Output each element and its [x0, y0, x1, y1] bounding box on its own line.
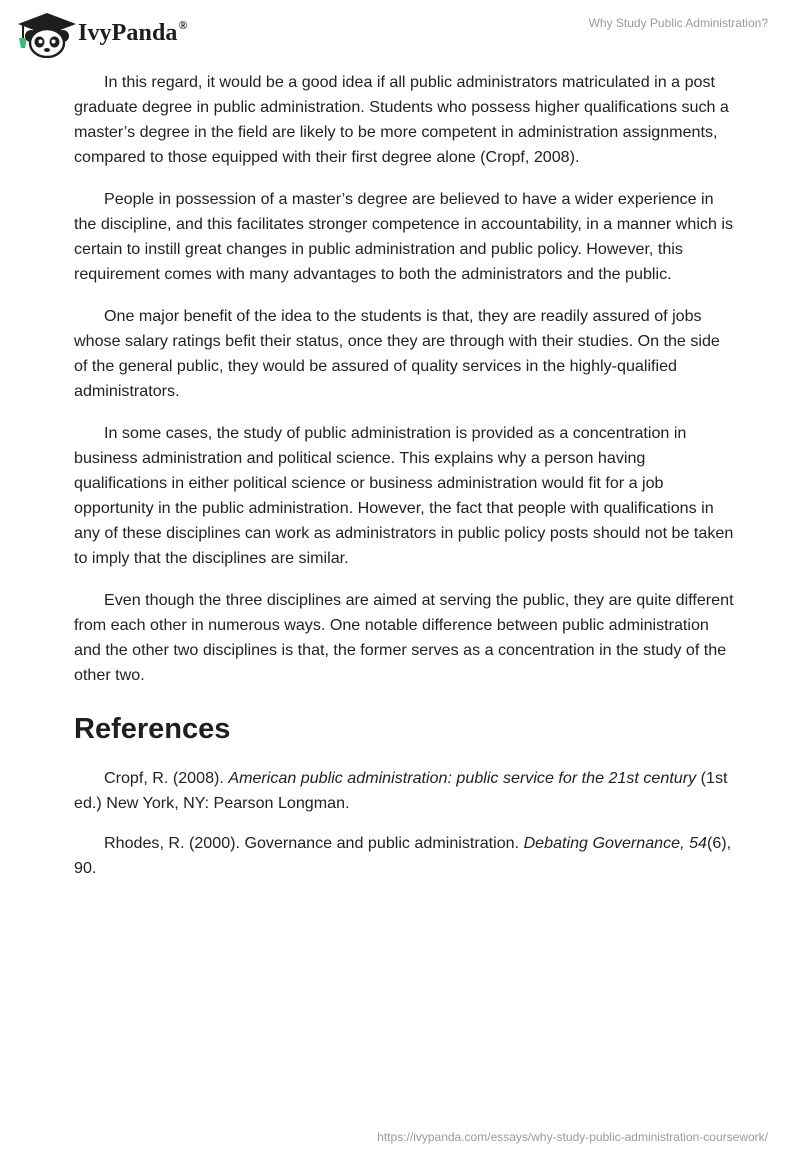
- references-heading: References: [74, 713, 231, 745]
- reference-issue-pages: (6), 90.: [74, 834, 732, 877]
- body-paragraph: People in possession of a master’s degree are believed to have a wider experience in the discipline, and this facilitates stronger competence in accountability, in a manner which is certain to instill great changes in public administration and public policy. However, this requirement comes with many advantages to both the administrators and the public.: [74, 190, 733, 283]
- panda-graduate-logo-icon: [14, 8, 76, 58]
- brand-logo[interactable]: [14, 8, 188, 58]
- brand-name: IvyPanda®: [78, 17, 188, 46]
- body-paragraph: Even though the three disciplines are aimed at serving the public, they are quite different from each other in numerous ways. One notable difference between public administration and the other two disciplines is that, the former serves as a concentration in the study of the other two.: [74, 591, 734, 684]
- reference-journal: Debating Governance, 54: [523, 834, 707, 852]
- reference-author-year: Rhodes, R. (2000). Governance and public administration.: [104, 834, 524, 852]
- reference-item: [74, 831, 734, 881]
- reference-author-year: Cropf, R. (2008).: [104, 769, 229, 787]
- registered-mark: ®: [178, 17, 188, 32]
- reference-item: [74, 766, 734, 816]
- page-header: [0, 0, 800, 64]
- body-paragraph: One major benefit of the idea to the students is that, they are readily assured of jobs whose salary ratings befit their status, once they are through with their studies. On the side of the general public, they would be assured of quality services in the highly-qualified administrators.: [74, 307, 720, 400]
- document-title: Why Study Public Administration?: [588, 16, 768, 30]
- body-paragraph: In some cases, the study of public administration is provided as a concentration in business administration and political science. This explains why a person having qualifications in either political science or business administration would fit for a job opportunity in the public administration. However, the fact that people with qualifications in any of these disciplines can work as administrators in public policy posts should not be taken to imply that the disciplines are similar.: [74, 424, 734, 567]
- source-url[interactable]: https://ivypanda.com/essays/why-study-public-administration-coursework/: [377, 1130, 768, 1144]
- essay-content: [74, 70, 734, 896]
- reference-publisher: (1st ed.) New York, NY: Pearson Longman.: [74, 769, 728, 812]
- body-paragraph: In this regard, it would be a good idea if all public administrators matriculated in a post graduate degree in public administration. Students who possess higher qualifications such a master’s degree in the field are likely to be more competent in administration assignments, compared to those equipped with their first degree alone (Cropf, 2008).: [74, 73, 729, 166]
- reference-title: American public administration: public service for the 21st century: [228, 769, 697, 787]
